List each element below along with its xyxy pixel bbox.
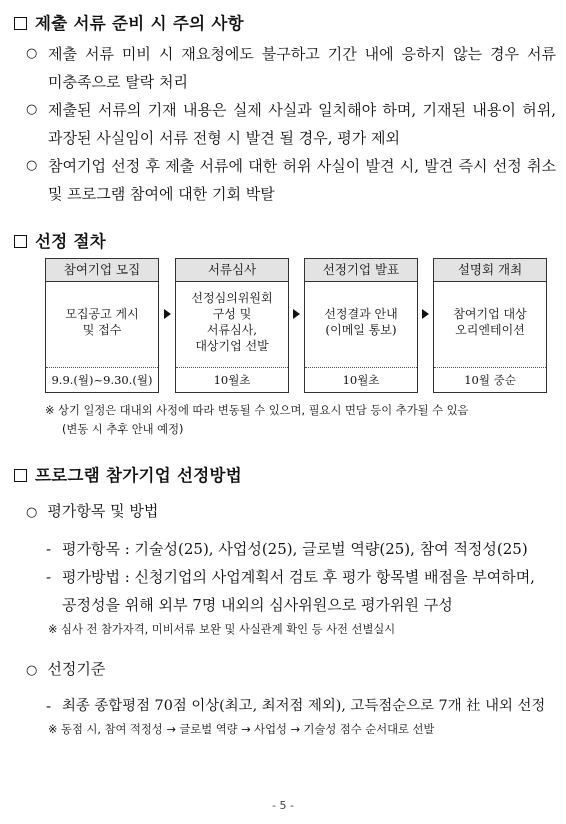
circle-bullet-icon: ○ <box>26 505 38 520</box>
sub-heading-evaluation: ○ 평가항목 및 방법 <box>26 502 159 520</box>
section-title-submission-notes: 제출 서류 준비 시 주의 사항 <box>14 10 244 34</box>
process-step-date: 10월 중순 <box>434 367 546 392</box>
arrow-right-icon <box>422 309 429 319</box>
square-bullet-icon <box>14 469 27 482</box>
pre-screening-note: ※ 심사 전 참가자격, 미비서류 보완 및 사실관계 확인 등 사전 선별실시 <box>48 623 396 636</box>
criteria-line: - 최종 종합평점 70점 이상(최고, 최저점 제외), 고득점순으로 7개 社 내외 선정 <box>46 697 546 715</box>
tie-break-note: ※ 동점 시, 참여 적정성 → 글로벌 역량 → 사업성 → 기술성 점수 순서대로 선발 <box>48 723 435 736</box>
process-step-body: 참여기업 대상 오리엔테이션 <box>453 307 527 337</box>
sub-heading-criteria: ○ 선정기준 <box>26 660 106 678</box>
circle-bullet-icon: ○ <box>26 663 38 678</box>
process-step-head: 참여기업 모집 <box>46 259 158 282</box>
process-step-date: 10월초 <box>176 367 288 392</box>
process-step-body: 선정결과 안내 (이메일 통보) <box>324 307 398 337</box>
process-step-announcement <box>304 258 418 393</box>
process-step-date: 10월초 <box>305 367 417 392</box>
process-step-head: 선정기업 발표 <box>305 259 417 282</box>
circle-bullet-icon: ○ <box>26 102 38 117</box>
bullet-item: ○ 참여기업 선정 후 제출 서류에 대한 허위 사실이 발견 시, 발견 즉시 선정 취소 및 프로그램 참여에 대한 기회 박탈 <box>26 152 556 208</box>
schedule-note: ※ 상기 일정은 대내외 사정에 따라 변동될 수 있으며, 필요시 면담 등이 추가될 수 있음 (변동 시 추후 안내 예정) <box>45 404 469 436</box>
process-step-body: 모집공고 게시 및 접수 <box>65 307 139 337</box>
square-bullet-icon <box>14 235 27 248</box>
circle-bullet-icon: ○ <box>26 158 38 173</box>
arrow-right-icon <box>164 309 171 319</box>
circle-bullet-icon: ○ <box>26 46 38 61</box>
process-step-head: 서류심사 <box>176 259 288 282</box>
process-step-body: 선정심의위원회 구성 및 서류심사, 대상기업 선발 <box>191 291 273 353</box>
evaluation-items-line: - 평가항목 : 기술성(25), 사업성(25), 글로벌 역량(25), 참여 적정성(25) <box>46 540 528 558</box>
section-title-selection-method: 프로그램 참가기업 선정방법 <box>14 462 242 486</box>
bullet-item: ○ 제출 서류 미비 시 재요청에도 불구하고 기간 내에 응하지 않는 경우 서류 미충족으로 탈락 처리 <box>26 40 556 96</box>
process-step-date: 9.9.(월)~9.30.(월) <box>46 367 158 392</box>
page-number: - 5 - <box>272 799 294 812</box>
evaluation-method-line: - 평가방법 : 신청기업의 사업계획서 검토 후 평가 항목별 배점을 부여하며, 공정성을 위해 외부 7명 내외의 심사위원으로 평가위원 구성 <box>46 568 535 614</box>
bullet-item: ○ 제출된 서류의 기재 내용은 실제 사실과 일치해야 하며, 기재된 내용이 허위, 과장된 사실임이 서류 전형 시 발견 될 경우, 평가 제외 <box>26 96 556 152</box>
process-step-recruit <box>45 258 159 393</box>
process-step-orientation <box>433 258 547 393</box>
arrow-right-icon <box>293 309 300 319</box>
process-step-document-review <box>175 258 289 393</box>
square-bullet-icon <box>14 17 27 30</box>
section-title-selection-process: 선정 절차 <box>14 228 106 252</box>
process-step-head: 설명회 개최 <box>434 259 546 282</box>
